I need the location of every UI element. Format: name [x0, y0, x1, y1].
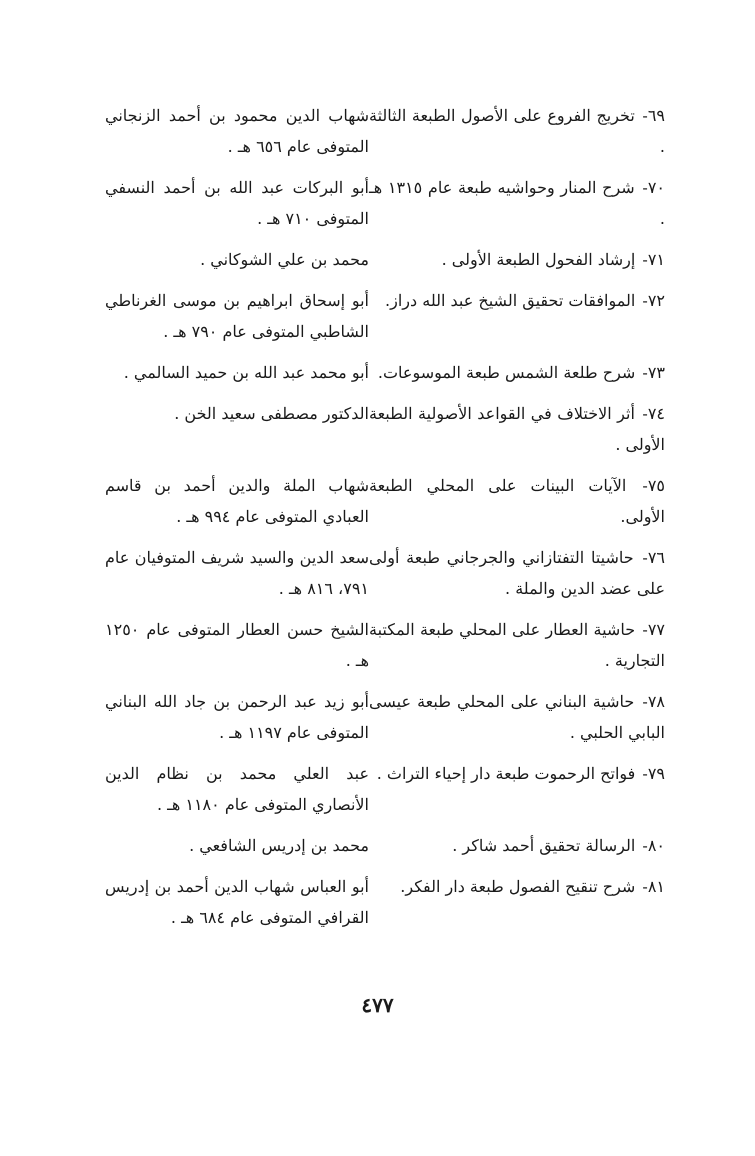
- reference-title-text: الموافقات تحقيق الشيخ عبد الله دراز.: [385, 291, 636, 310]
- reference-entry: [105, 285, 665, 347]
- reference-author: محمد بن إدريس الشافعي .: [189, 836, 369, 855]
- reference-entry: [105, 470, 665, 532]
- reference-author: شهاب الدين محمود بن أحمد الزنجاني المتوفى عام ٦٥٦ هـ .: [105, 106, 369, 156]
- reference-number: ٧٤-: [642, 404, 666, 423]
- reference-number: ٦٩-: [642, 106, 666, 125]
- reference-title: [369, 244, 665, 275]
- reference-author: الدكتور مصطفى سعيد الخن .: [174, 404, 369, 423]
- reference-title: [369, 614, 665, 676]
- reference-entry: [105, 830, 665, 861]
- reference-author: شهاب الملة والدين أحمد بن قاسم العبادي المتوفى عام ٩٩٤ هـ .: [105, 476, 369, 526]
- reference-title-text: حاشية البناني على المحلي طبعة عيسى البابي الحلبي .: [369, 692, 665, 742]
- reference-entry: [105, 686, 665, 748]
- reference-author: أبو محمد عبد الله بن حميد السالمي .: [123, 363, 369, 382]
- reference-number: ٧٦-: [642, 548, 665, 567]
- reference-entry: [105, 614, 665, 676]
- reference-author: الشيخ حسن العطار المتوفى عام ١٢٥٠ هـ .: [105, 620, 369, 670]
- reference-number: ٧١-: [642, 250, 665, 269]
- reference-title-text: الآيات البينات على المحلي الطبعة الأولى.: [369, 476, 665, 526]
- reference-number: ٧٢-: [642, 291, 665, 310]
- reference-title-text: تخريج الفروع على الأصول الطبعة الثالثة .: [369, 106, 665, 156]
- reference-author: أبو زيد عبد الرحمن بن جاد الله البناني المتوفى عام ١١٩٧ هـ .: [105, 692, 369, 742]
- reference-title: [369, 758, 665, 789]
- reference-title: [369, 398, 665, 460]
- reference-title-text: إرشاد الفحول الطبعة الأولى .: [441, 250, 636, 269]
- reference-author: سعد الدين والسيد شريف المتوفيان عام ٧٩١، ٨١٦ هـ .: [105, 548, 369, 598]
- reference-title-text: شرح تنقيح الفصول طبعة دار الفكر.: [400, 877, 636, 896]
- reference-author: عبد العلي محمد بن نظام الدين الأنصاري المتوفى عام ١١٨٠ هـ .: [105, 764, 369, 814]
- reference-entry: [105, 172, 665, 234]
- reference-title: [369, 357, 665, 388]
- reference-title-text: الرسالة تحقيق أحمد شاكر .: [452, 836, 636, 855]
- reference-title-text: شرح المنار وحواشيه طبعة عام ١٣١٥ هـ .: [369, 178, 665, 228]
- reference-title: [369, 470, 665, 532]
- reference-number: ٧٣-: [642, 363, 665, 382]
- reference-title: [369, 172, 665, 234]
- reference-author: أبو العباس شهاب الدين أحمد بن إدريس القرافي المتوفى عام ٦٨٤ هـ .: [105, 877, 369, 927]
- reference-title-text: فواتح الرحموت طبعة دار إحياء التراث .: [376, 764, 636, 783]
- reference-entry: [105, 871, 665, 933]
- reference-entry: [105, 758, 665, 820]
- reference-number: ٧٩-: [642, 764, 665, 783]
- reference-entry: [105, 100, 665, 162]
- reference-entry: [105, 398, 665, 460]
- reference-number: ٧٠-: [642, 178, 665, 197]
- reference-author: محمد بن علي الشوكاني .: [200, 250, 369, 269]
- reference-title-text: حاشيتا التفتازاني والجرجاني طبعة أولى على عضد الدين والملة .: [369, 548, 665, 598]
- references-list: [105, 100, 665, 943]
- page-number: ٤٧٧: [361, 993, 394, 1017]
- reference-title: [369, 542, 665, 604]
- reference-title: [369, 100, 665, 162]
- reference-title: [369, 686, 665, 748]
- reference-number: ٧٧-: [642, 620, 665, 639]
- reference-author: أبو إسحاق ابراهيم بن موسى الغرناطي الشاطبي المتوفى عام ٧٩٠ هـ .: [105, 291, 369, 341]
- reference-entry: [105, 357, 665, 388]
- reference-title: [369, 871, 665, 902]
- reference-title: [369, 830, 665, 861]
- reference-entry: [105, 542, 665, 604]
- reference-title-text: حاشية العطار على المحلي طبعة المكتبة التجارية .: [369, 620, 665, 670]
- reference-title-text: شرح طلعة الشمس طبعة الموسوعات.: [377, 363, 636, 382]
- reference-entry: [105, 244, 665, 275]
- reference-title-text: أثر الاختلاف في القواعد الأصولية الطبعة الأولى .: [369, 404, 665, 454]
- reference-number: ٧٥-: [642, 476, 666, 495]
- reference-number: ٨٠-: [642, 836, 665, 855]
- reference-title: [369, 285, 665, 316]
- reference-number: ٨١-: [642, 877, 665, 896]
- reference-number: ٧٨-: [642, 692, 665, 711]
- reference-author: أبو البركات عبد الله بن أحمد النسفي المتوفى ٧١٠ هـ .: [105, 178, 369, 228]
